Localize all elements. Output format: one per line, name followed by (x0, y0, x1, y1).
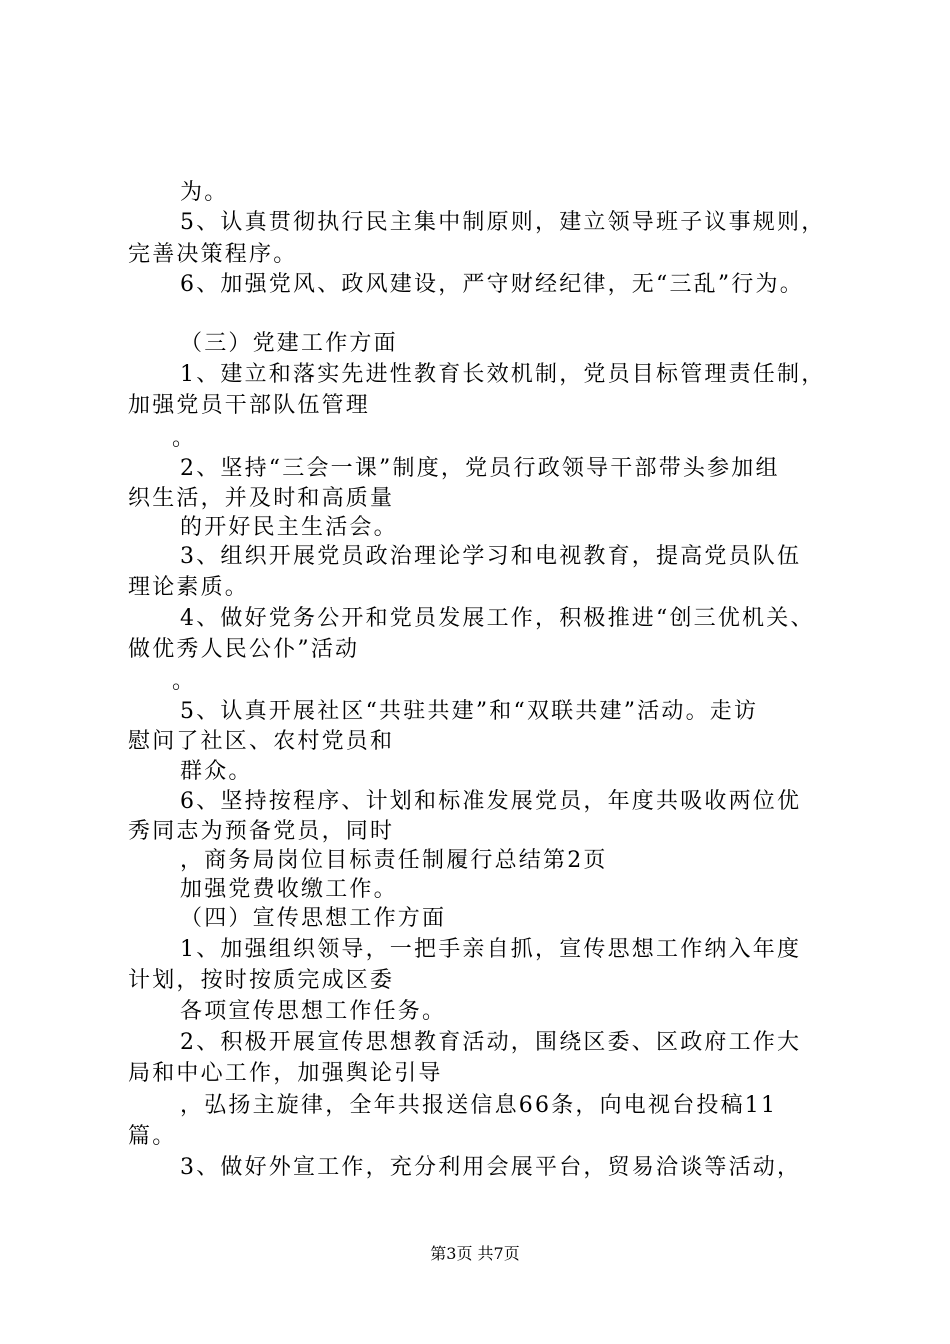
text-line: 织生活，并及时和高质量 (128, 486, 395, 511)
text-line: ，商务局岗位目标责任制履行总结第2页 (180, 848, 608, 873)
text-line: 5、认真开展社区“共驻共建”和“双联共建”活动。走访 (180, 699, 759, 724)
text-line: 。 (172, 426, 197, 451)
text-line: 局和中心工作，加强舆论引导 (128, 1061, 443, 1086)
text-line: 1、加强组织领导，一把手亲自抓，宣传思想工作纳入年度 (180, 937, 802, 962)
text-line: 做优秀人民公仆”活动 (128, 637, 360, 662)
text-line: 各项宣传思想工作任务。 (180, 999, 447, 1024)
text-line: 篇。 (128, 1124, 177, 1149)
text-line: 1、建立和落实先进性教育长效机制，党员目标管理责任制， (180, 362, 826, 387)
text-line: 2、积极开展宣传思想教育活动，围绕区委、区政府工作大 (180, 1030, 802, 1055)
text-line: 群众。 (180, 759, 253, 784)
text-line: 为。 (180, 180, 229, 205)
text-line: 慰问了社区、农村党员和 (128, 729, 395, 754)
section-heading: （三）党建工作方面 (180, 331, 398, 356)
text-line: 6、坚持按程序、计划和标准发展党员，年度共吸收两位优 (180, 789, 802, 814)
text-line: ，弘扬主旋律，全年共报送信息66条，向电视台投稿11 (180, 1093, 778, 1118)
text-line: 3、做好外宣工作，充分利用会展平台，贸易洽谈等活动， (180, 1155, 802, 1180)
text-line: 加强党费收缴工作。 (180, 877, 398, 902)
text-line: 4、做好党务公开和党员发展工作，积极推进“创三优机关、 (180, 606, 815, 631)
text-line: 3、组织开展党员政治理论学习和电视教育，提高党员队伍 (180, 544, 802, 569)
page-number-footer: 第3页 共7页 (430, 1244, 520, 1263)
text-line: 6、加强党风、政风建设，严守财经纪律，无“三乱”行为。 (180, 272, 804, 297)
text-line: 的开好民主生活会。 (180, 515, 398, 540)
text-line: 5、认真贯彻执行民主集中制原则，建立领导班子议事规则， (180, 210, 826, 235)
text-line: 秀同志为预备党员，同时 (128, 819, 395, 844)
text-line: 加强党员干部队伍管理 (128, 393, 371, 418)
text-line: 完善决策程序。 (128, 242, 298, 267)
text-line: 计划，按时按质完成区委 (128, 968, 395, 993)
section-heading: （四）宣传思想工作方面 (180, 906, 447, 931)
text-line: 。 (172, 669, 197, 694)
text-line: 理论素质。 (128, 575, 250, 600)
text-line: 2、坚持“三会一课”制度，党员行政领导干部带头参加组 (180, 456, 780, 481)
